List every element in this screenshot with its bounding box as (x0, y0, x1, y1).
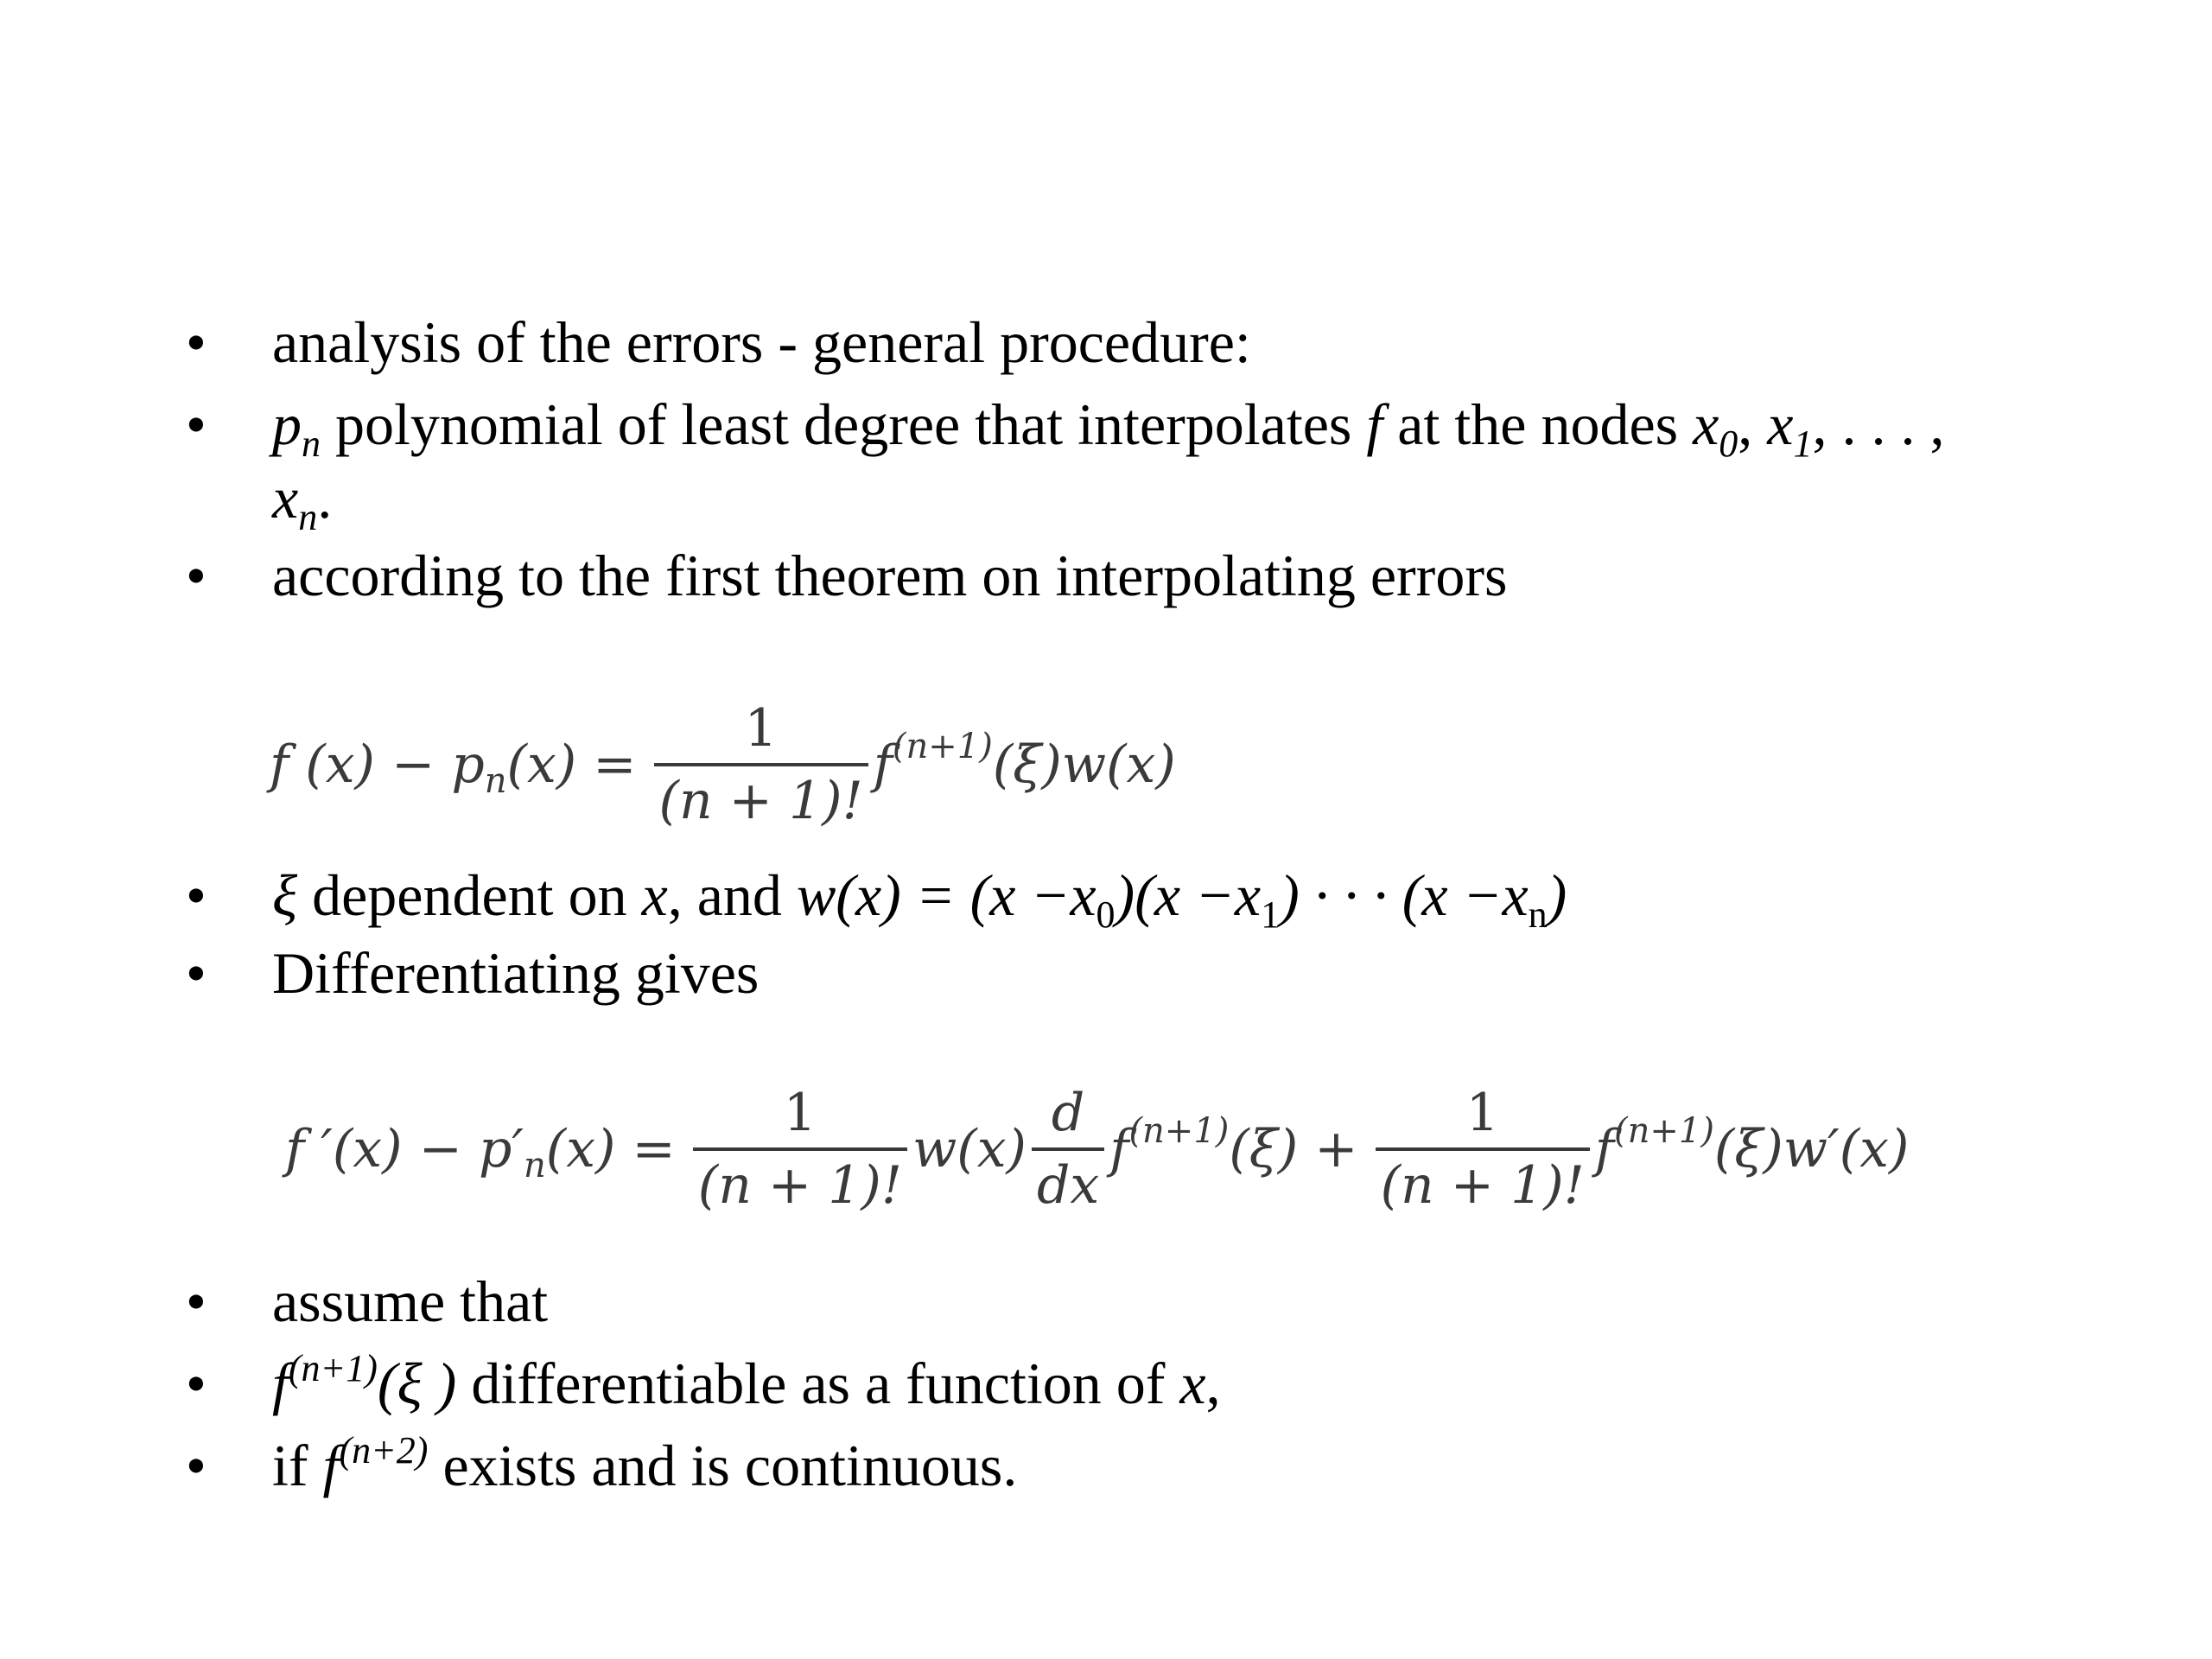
fraction (1376, 1083, 1590, 1216)
bullet-item-2-continuation (272, 462, 333, 538)
fraction (654, 698, 868, 831)
bullet-text: according to the first theorem on interpolating errors (272, 543, 1508, 608)
eq-term: $f^{(n+1)}(\xi)w'(x)$ (1594, 1111, 1910, 1179)
bullet-marker: • (186, 1433, 207, 1498)
math-subscript: n (298, 496, 318, 538)
fraction-numerator: 1 (744, 698, 778, 759)
fraction-denominator: (n + 1)! (654, 763, 868, 829)
math-subscript: 1 (1793, 423, 1813, 465)
bullet-marker: • (186, 862, 207, 928)
bullet-marker: • (186, 1268, 207, 1334)
text-segment: . (317, 465, 333, 531)
fraction-denominator: (n + 1)! (693, 1147, 907, 1213)
math-p: p (272, 391, 302, 457)
derivative-operator (1032, 1083, 1104, 1216)
bullet-marker: • (186, 1351, 207, 1416)
fraction-denominator: (n + 1)! (1376, 1147, 1590, 1213)
fraction (693, 1083, 907, 1216)
eq-term: w(x) (912, 1119, 1027, 1179)
fraction-denominator: dx (1032, 1147, 1104, 1213)
math-x: x (272, 465, 299, 531)
equation-derivative-formula (285, 1067, 1909, 1231)
bullet-text: $f^{(n+1)}(\xi$ ) differentiable as a function of x, (272, 1347, 1221, 1416)
bullet-text: ξ dependent on x, and $w(x) = (x -x_0)(x -x_1)$ · · · $(x -x_n)$ (272, 862, 1567, 936)
math-f: f (1366, 391, 1383, 457)
math-xi: ξ (272, 862, 298, 928)
bullet-text: analysis of the errors - general procedure: (272, 309, 1251, 375)
eq-lhs: f $(x) - p_n(x)$ = (270, 734, 637, 801)
fraction-numerator: 1 (1465, 1083, 1499, 1143)
bullet-marker: • (186, 543, 207, 608)
fraction-numerator: 1 (783, 1083, 817, 1143)
bullet-marker: • (186, 391, 207, 457)
math-x: x (1767, 391, 1794, 457)
bullet-text: $p_n$ polynomial of least degree that interpolates f at the nodes $x_0$, $x_1$, . . . , (272, 391, 1945, 465)
fraction-numerator: d (1051, 1083, 1085, 1143)
eq-term: $f^{(n+1)}(\xi)$ + (1109, 1111, 1358, 1179)
bullet-marker: • (186, 309, 207, 375)
text-segment: at the nodes (1397, 391, 1679, 457)
bullet-text: if $f^{(n+2)}$ exists and is continuous. (272, 1429, 1018, 1498)
equation-error-formula (270, 683, 1176, 847)
eq-lhs: f $'(x) - p'_n(x)$ = (285, 1119, 676, 1185)
math-subscript: n (302, 423, 321, 465)
text-segment: , . . . , (1812, 391, 1945, 457)
math-x: x (1693, 391, 1719, 457)
text-segment: polynomial of least degree that interpolates (335, 391, 1352, 457)
eq-rhs: $f^{(n+1)}(\xi)w(x)$ (873, 727, 1176, 795)
math-subscript: 0 (1719, 423, 1738, 465)
bullet-text: assume that (272, 1268, 549, 1334)
bullet-text: Differentiating gives (272, 940, 760, 1006)
bullet-marker: • (186, 940, 207, 1006)
